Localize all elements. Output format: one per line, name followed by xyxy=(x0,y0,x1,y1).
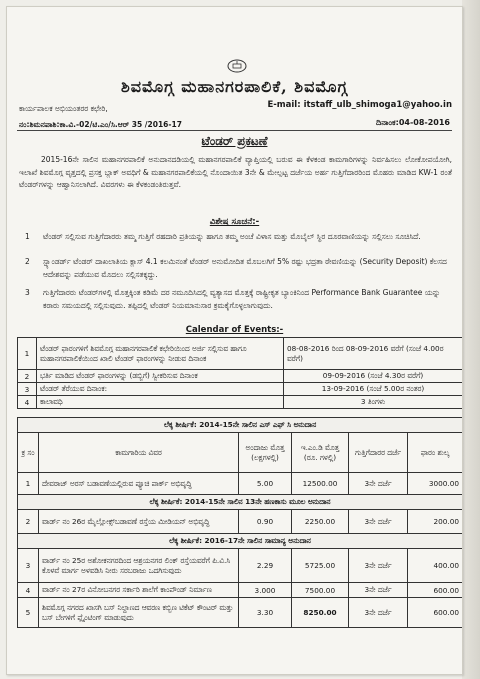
section-title: ಲೆಕ್ಕ ಶೀರ್ಷಿಕೆ: 2014-15ನೇ ಸಾಲಿನ ಎಸ್ ಎಫ್ ಸಿ ಅನುದಾನ xyxy=(18,418,463,433)
column-header-emd: ಇ.ಎಂ.ಡಿ ಮೊತ್ತ (ರೂ. ಗಳಲ್ಲಿ) xyxy=(292,433,349,473)
section-title: ಲೆಕ್ಕ ಶೀರ್ಷಿಕೆ: 2014-15ನೇ ಸಾಲಿನ 13ನೇ ಹಣಕಾಸು ಮೂಲ ಅನುದಾನ xyxy=(18,495,463,510)
calendar-value: 3 ತಿಂಗಳು xyxy=(284,396,463,409)
calendar-label: ಟೆಂಡರ್ ಫಾರಂಗಳಿಗೆ ಶಿವಮೊಗ್ಗ ಮಹಾನಗರಪಾಲಿಕೆ ಕಛೇರಿಯಿಂದ ಅರ್ಜಿ ಸಲ್ಲಿಸುವ ಹಾಗೂ ಮಹಾನಗರಪಾಲಿಕೆಯಿಂದ ಖಾಲಿ ಟೆಂಡರ್ ಫಾರಂಗಳನ್ನು ನೀಡುವ ದಿನಾಂಕ xyxy=(37,338,284,370)
email-address: E-mail: itstaff_ulb_shimoga1@yahoo.in xyxy=(267,100,452,110)
row-num: 5 xyxy=(18,598,39,628)
department-name: ಕಾರ್ಯಪಾಲಕ ಅಭಿಯಂತರರ ಕಛೇರಿ, xyxy=(19,104,108,113)
row-class: 3ನೇ ದರ್ಜೆ xyxy=(349,510,408,534)
column-header-work: ಕಾಮಗಾರಿಯ ವಿವರ xyxy=(39,433,239,473)
row-num: 3 xyxy=(18,549,39,583)
row-emd: 2250.00 xyxy=(292,510,349,534)
row-fee: 200.00 xyxy=(408,510,463,534)
calendar-value: 09-09-2016 (ಸಂಜೆ 4.30ರ ವರೆಗೆ) xyxy=(284,370,463,383)
row-emd: 7500.00 xyxy=(292,583,349,598)
calendar-value: 08-08-2016 ರಿಂದ 08-09-2016 ವರೆಗೆ (ಸಂಜೆ 4.00ರ ವರೆಗೆ) xyxy=(284,338,463,370)
calendar-num: 4 xyxy=(18,396,37,409)
emblem-icon xyxy=(227,59,247,73)
notice-date: ದಿನಾಂಕ:04-08-2016 xyxy=(376,118,450,127)
scan-edge xyxy=(462,0,480,679)
calendar-table xyxy=(17,337,463,409)
page-title: ಶಿವಮೊಗ್ಗ ಮಹಾನಗರಪಾಲಿಕೆ, ಶಿವಮೊಗ್ಗ xyxy=(120,77,349,96)
table-row xyxy=(18,510,463,534)
row-fee: 3000.00 xyxy=(408,473,463,495)
calendar-row xyxy=(18,383,463,396)
row-emd: 5725.00 xyxy=(292,549,349,583)
calendar-label: ಭರ್ತಿ ಮಾಡಿದ ಟೆಂಡರ್ ಫಾರಂಗಳನ್ನು (ಡಬ್ಬಿಗೆ) ಸ್ವೀಕರಿಸುವ ದಿನಾಂಕ xyxy=(37,370,284,383)
row-work: ದೇವರಾಜ್ ಅರಸ್ ಬಡಾವಣೆಯಲ್ಲಿರುವ ಪ್ಯೂಚಿ ಪಾರ್ಕ್ ಅಭಿವೃದ್ಧಿ xyxy=(39,473,239,495)
row-class: 3ನೇ ದರ್ಜೆ xyxy=(349,583,408,598)
row-amount: 0.90 xyxy=(239,510,292,534)
calendar-label: ಕಾಲಾವಧಿ xyxy=(37,396,284,409)
tender-notice-page xyxy=(6,6,463,675)
row-work: ಶಿವಮೊಗ್ಗ ನಗರದ ಖಾಸಗಿ ಬಸ್ ನಿಲ್ದಾಣದ ಆವರಣ ಕಬ್ಬಿಣ ಟಿಕೆಟ್ ಕೌಂಟರ್ ಮತ್ತು ಬಸ್ ಬೇಗಳಿಗೆ ಪ್ಲೈಂಟಿಂಗ್ ಮಾಡುವುದು xyxy=(39,598,239,628)
instruction-number: 2 xyxy=(25,257,30,266)
table-header-row xyxy=(18,433,463,473)
calendar-row xyxy=(18,370,463,383)
row-fee: 600.00 xyxy=(408,598,463,628)
row-emd: 8250.00 xyxy=(292,598,349,628)
section-header-row xyxy=(18,418,463,433)
row-amount: 3.000 xyxy=(239,583,292,598)
column-header-amount: ಅಂದಾಜು ಮೊತ್ತ (ಲಕ್ಷಗಳಲ್ಲಿ) xyxy=(239,433,292,473)
instruction-text: ಟೆಂಡರ್ ಸಲ್ಲಿಸುವ ಗುತ್ತಿಗೆದಾರರು ತಮ್ಮ ಗುತ್ತಿಗೆ ರಹದಾರಿ ಪ್ರತಿಯನ್ನು ಹಾಗೂ ತಮ್ಮ ಅಂಚೆ ವಿಳಾಸ ಮತ್ತು ಮೊಬೈಲ್ ಸ್ಥಿರ ದೂರವಾಣಿಯನ್ನು ಸಲ್ಲಿಸಲು ಸೂಚಿಸಿದೆ. xyxy=(43,232,421,241)
calendar-row xyxy=(18,396,463,409)
section-header-row xyxy=(18,495,463,510)
row-num: 4 xyxy=(18,583,39,598)
column-header-class: ಗುತ್ತಿಗೆದಾರರ ದರ್ಜೆ xyxy=(349,433,408,473)
calendar-num: 1 xyxy=(18,338,37,370)
works-table xyxy=(17,417,463,628)
table-row xyxy=(18,598,463,628)
calendar-row xyxy=(18,338,463,370)
row-num: 1 xyxy=(18,473,39,495)
row-num: 2 xyxy=(18,510,39,534)
row-work: ವಾರ್ಡ್ ನಂ 27ರ ವಿನೋಬನಗರ ಸರ್ಕಾರಿ ಶಾಲೆಗೆ ಕಾಂಪೌಂಡ್ ನಿರ್ಮಾಣ xyxy=(39,583,239,598)
header-divider xyxy=(17,130,452,131)
row-class: 3ನೇ ದರ್ಜೆ xyxy=(349,549,408,583)
column-header-fee: ಫಾರಂ ಶುಲ್ಕ xyxy=(408,433,463,473)
section-header-row xyxy=(18,534,463,549)
row-amount: 5.00 xyxy=(239,473,292,495)
intro-paragraph: 2015-16ನೇ ಸಾಲಿನ ಮಹಾನಗರಪಾಲಿಕೆ ಅನುದಾನದಡಿಯಲ್ಲಿ ಮಹಾನಗರಪಾಲಿಕೆ ವ್ಯಾಪ್ತಿಯಲ್ಲಿ ಬರುವ ಈ ಕೆಳಕಂಡ ಕಾಮಗಾರಿಗಳನ್ನು ನಿರ್ವಹಿಸಲು ಲೋಕೋಪಯೋಗಿ, ಇಲಾಖೆ ಶಿವಮೊಗ್ಗ ವೃತ್ತದಲ್ಲಿ ಪ್ರಸಕ್ತ ಬ್ಲಾಕ್ ಅವಧಿಗೆ & ಮಹಾನಗರಪಾಲಿಕೆಯಲ್ಲಿ ನೊಂದಾಯಿತ 3ನೇ & ಮೇಲ್ಪಟ್ಟ ದರ್ಜೆಯ ಅರ್ಹ ಗುತ್ತಿಗೆದಾರರಿಂದ ಮೊಹರು ಮಾಡಿದ KW-1 ರಂತೆ ಟೆಂಡರ್‌ಗಳನ್ನು ಆಹ್ವಾನಿಸಲಾಗಿದೆ. ವಿವರಗಳು ಈ ಕೆಳಕಂಡಂತಿರುತ್ತವೆ. xyxy=(19,155,452,189)
row-work: ವಾರ್ಡ್ ನಂ 25ರ ಅಶೋಕನಗರದಿಂದ ಆಶ್ರಯನಗರ ಲಿಂಕ್ ರಸ್ತೆಯವರೆಗೆ ಪಿ.ವಿ.ಸಿ ಕೊಳವೆ ಮಾರ್ಗ ಅಳವಡಿಸಿ ನೀರು ಸರಬರಾಜು ಒದಗಿಸುವುದು xyxy=(39,549,239,583)
section-title: ಲೆಕ್ಕ ಶೀರ್ಷಿಕೆ: 2016-17ನೇ ಸಾಲಿನ ಸಾಮಾನ್ಯ ಅನುದಾನ xyxy=(18,534,463,549)
instruction-text: ಗುತ್ತಿಗೆದಾರರು ಟೆಂಡರ್‌ಗಳಲ್ಲಿ ಮೊತ್ತಕ್ಕಿಂತ ಕಡಿಮೆ ದರ ನಮೂದಿಸಿದಲ್ಲಿ ವ್ಯತ್ಯಾಸದ ಮೊತ್ತಕ್ಕೆ ರಾಷ್ಟ್ರೀಕೃತ ಬ್ಯಾಂಕಿನಿಂದ Performance Bank Guarantee ಯನ್ನು ಕರಾರು ಸಮಯದಲ್ಲಿ ಸಲ್ಲಿಸುವುದು. ತಪ್ಪಿದಲ್ಲಿ ಟೆಂಡರ್ ನಿಯಮಾನುಸಾರ ಕ್ರಮಕೈಗೊಳ್ಳಲಾಗುವುದು. xyxy=(43,288,441,310)
instruction-number: 1 xyxy=(25,232,30,241)
instruction-item xyxy=(19,231,452,244)
instruction-item xyxy=(19,256,452,281)
row-amount: 2.29 xyxy=(239,549,292,583)
calendar-num: 3 xyxy=(18,383,37,396)
instruction-text: ಸ್ಪ್ಯಾಂಡರ್ಡ್ ಟೆಂಡರ್ ದಾಖಲಾತಿಯ ಕ್ಲಾಸ್ 4.1 ಕಲಮಿನಂತೆ ಟೆಂಡರ್ ಅನುಮೋದಿತ ಮೊಬಲಗಿಗೆ 5% ರಷ್ಟು ಭದ್ರತಾ ಠೇವಣಿಯನ್ನು (Security Deposit) ಕೆಲಸದ ಆದೇಶವನ್ನು ಪಡೆಯುವ ಮೊದಲು ಸಲ್ಲಿಸತಕ್ಕದ್ದು. xyxy=(43,257,447,279)
calendar-label: ಟೆಂಡರ್ ತೆರೆಯುವ ದಿನಾಂಕ: xyxy=(37,383,284,396)
row-class: 3ನೇ ದರ್ಜೆ xyxy=(349,598,408,628)
instruction-number: 3 xyxy=(25,288,30,297)
instruction-item xyxy=(19,287,452,312)
calendar-value: 13-09-2016 (ಸಂಜೆ 5.00ರ ನಂತರ) xyxy=(284,383,463,396)
row-work: ವಾರ್ಡ್ ನಂ 26ರ ಮೈಲ್ಲೋಕ್ಸ್‌ಬಡಾವಣೆ ರಸ್ತೆಯ ಮೀಡಿಯನ್ ಅಭಿವೃದ್ಧಿ xyxy=(39,510,239,534)
row-amount: 3.30 xyxy=(239,598,292,628)
row-class: 3ನೇ ದರ್ಜೆ xyxy=(349,473,408,495)
column-header-num: ಕ್ರ ಸಂ xyxy=(18,433,39,473)
table-row xyxy=(18,583,463,598)
reference-number: ನಂ:ಶಿಮನಪಾಶಿ:ಕಾ.ವಿ.-02/ಟಿ.ಎಂ/ಸಿ.ಆರ್ 35 /2016-17 xyxy=(19,120,182,129)
row-fee: 600.00 xyxy=(408,583,463,598)
table-row xyxy=(18,473,463,495)
table-row xyxy=(18,549,463,583)
calendar-num: 2 xyxy=(18,370,37,383)
row-emd: 12500.00 xyxy=(292,473,349,495)
instructions-title: ವಿಶೇಷ ಸೂಚನೆ:- xyxy=(209,217,260,227)
calendar-title: Calendar of Events:- xyxy=(185,325,284,335)
notice-title: ಟೆಂಡರ್ ಪ್ರಕಟಣೆ xyxy=(201,134,268,148)
row-fee: 400.00 xyxy=(408,549,463,583)
